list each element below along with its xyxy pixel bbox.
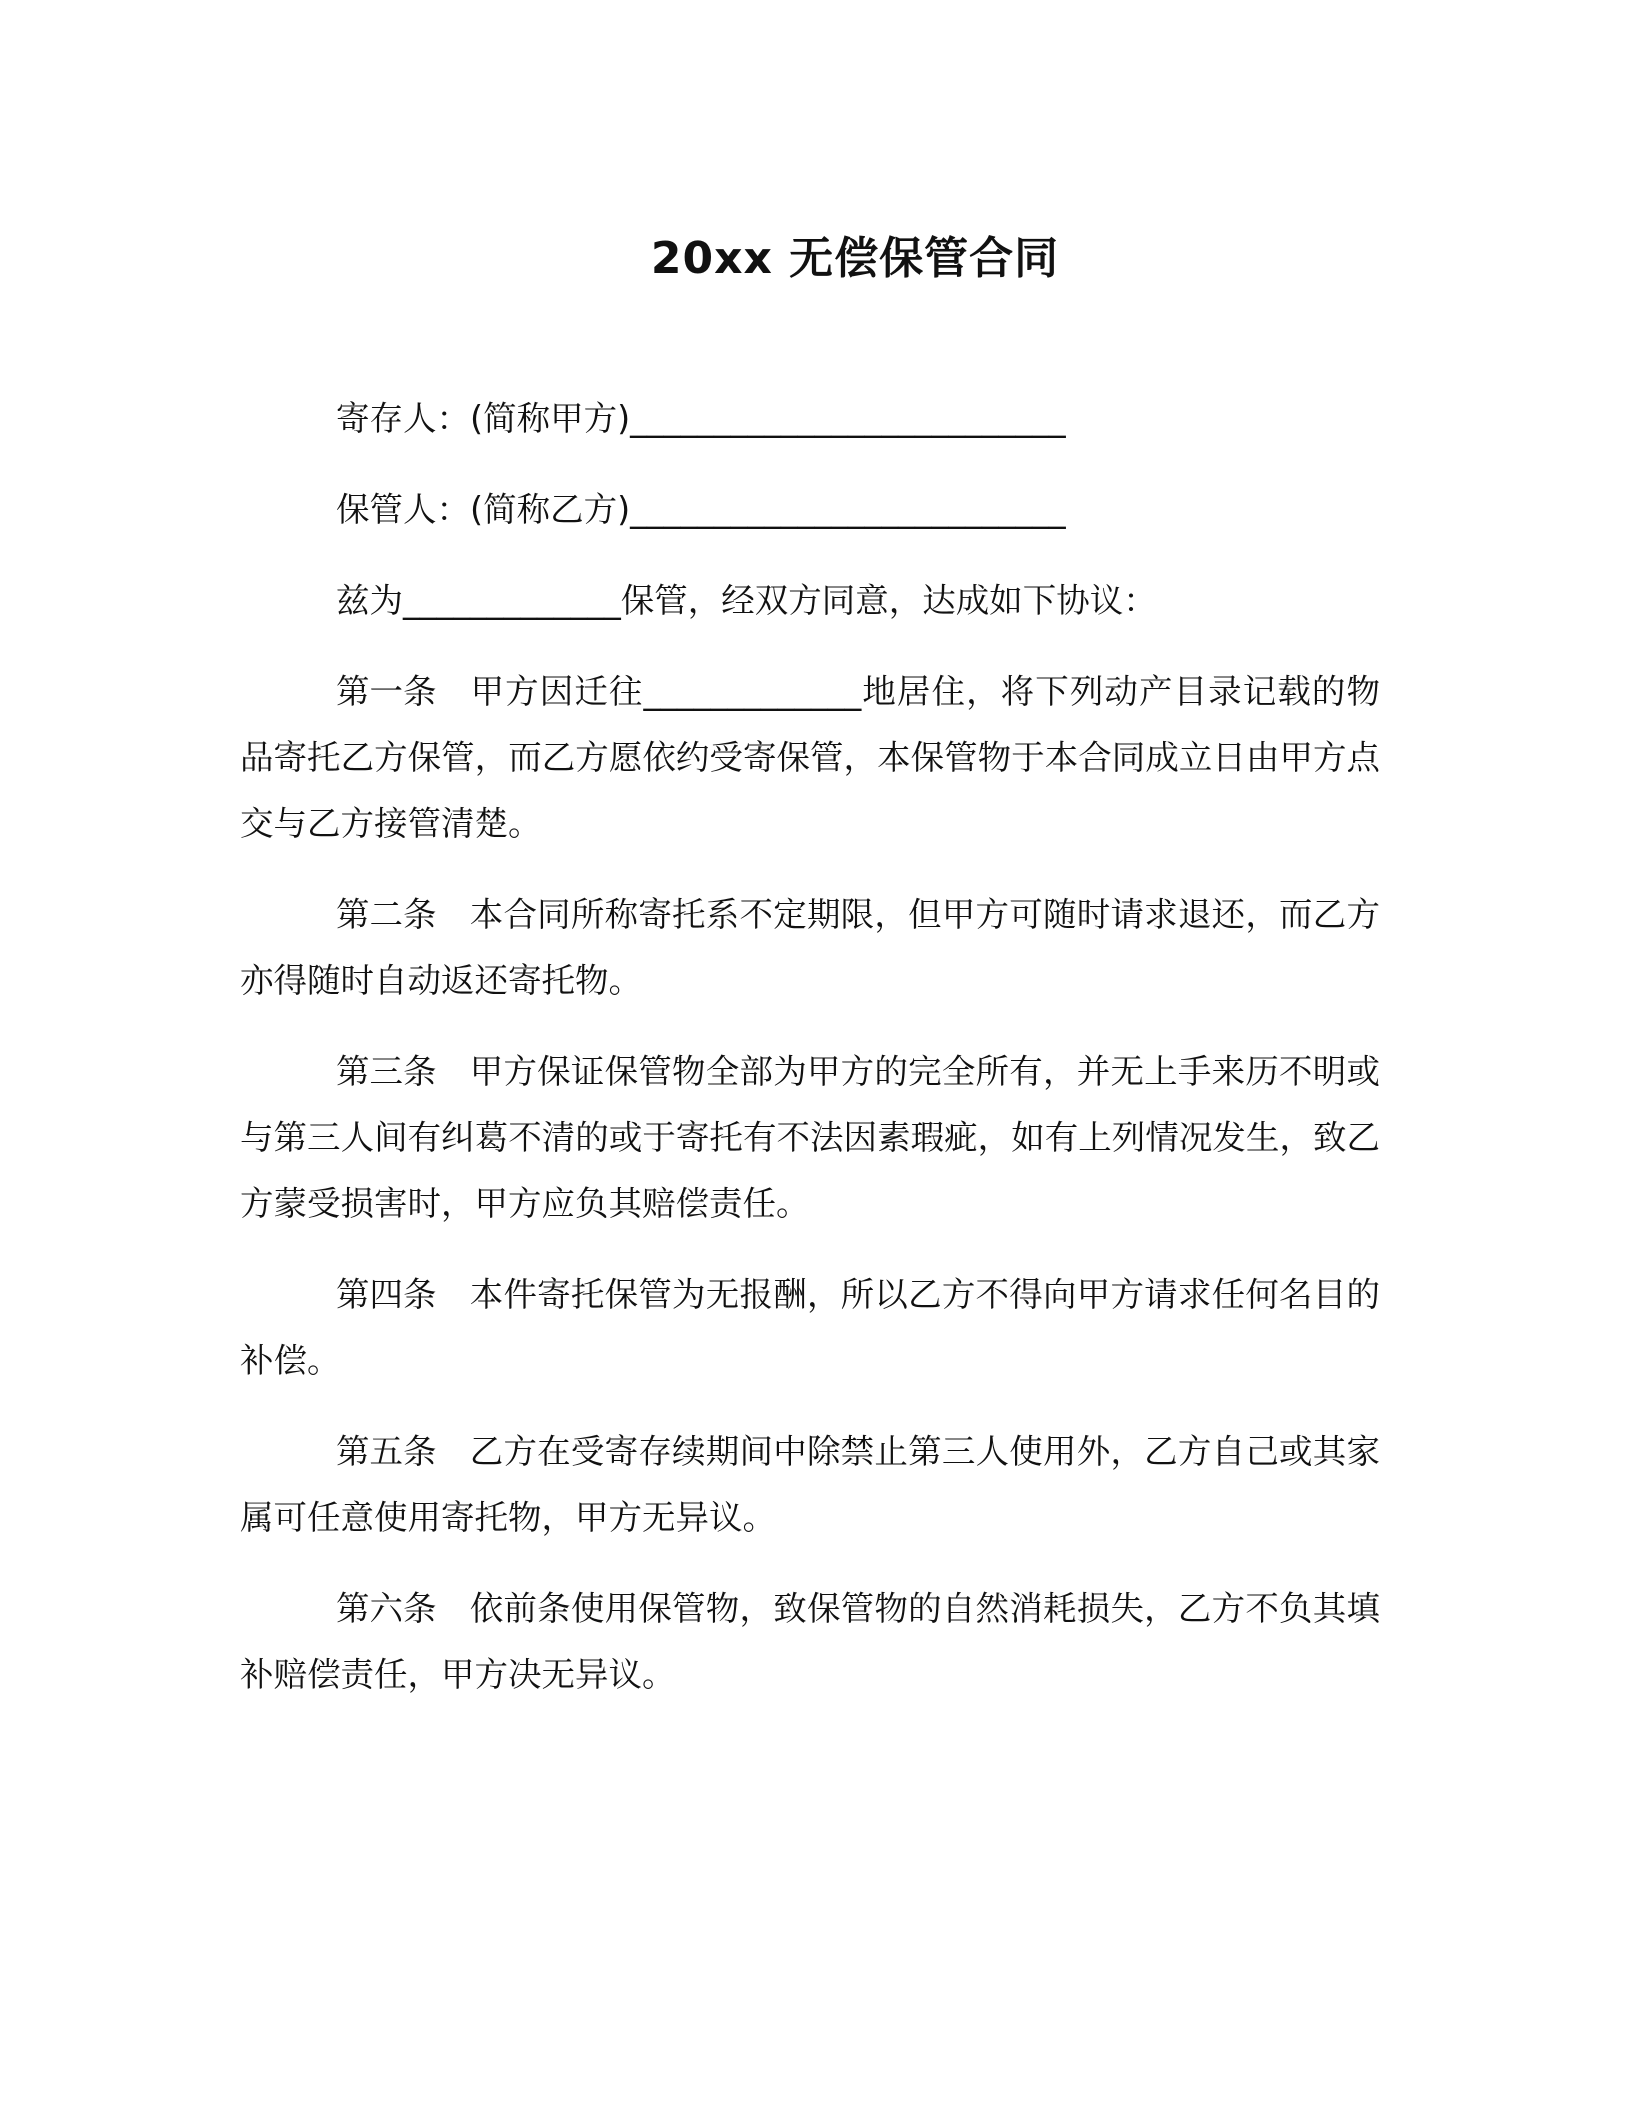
article-number: 第三条 xyxy=(336,1052,437,1091)
article-number: 第一条 xyxy=(336,672,437,711)
article-number: 第二条 xyxy=(336,895,437,934)
article-1 xyxy=(240,659,1380,857)
article-number: 第四条 xyxy=(336,1275,437,1314)
article-text: 本件寄托保管为无报酬，所以乙方不得向甲方请求任何名目的补偿。 xyxy=(240,1275,1380,1380)
party-a-line: 寄存人：(简称甲方)__________________________ xyxy=(336,399,1066,438)
article-3 xyxy=(240,1039,1380,1237)
party-b-line: 保管人：(简称乙方)__________________________ xyxy=(336,490,1066,529)
intro-line: 兹为_____________保管，经双方同意，达成如下协议： xyxy=(336,581,1157,620)
article-text: 依前条使用保管物，致保管物的自然消耗损失，乙方不负其填补赔偿责任，甲方决无异议。 xyxy=(240,1589,1380,1694)
article-text: 本合同所称寄托系不定期限，但甲方可随时请求退还，而乙方亦得随时自动返还寄托物。 xyxy=(240,895,1380,1000)
article-number: 第五条 xyxy=(336,1432,437,1471)
article-4 xyxy=(240,1262,1380,1394)
article-text: 甲方因迁往_____________地居住，将下列动产目录记载的物品寄托乙方保管，而乙方愿依约受寄保管，本保管物于本合同成立日由甲方点交与乙方接管清楚。 xyxy=(240,672,1380,843)
article-6 xyxy=(240,1576,1380,1708)
document-title: 20xx 无偿保管合同 xyxy=(650,233,1060,284)
article-number: 第六条 xyxy=(336,1589,437,1628)
article-5 xyxy=(240,1419,1380,1551)
article-text: 甲方保证保管物全部为甲方的完全所有，并无上手来历不明或与第三人间有纠葛不清的或于寄托有不法因素瑕疵，如有上列情况发生，致乙方蒙受损害时，甲方应负其赔偿责任。 xyxy=(240,1052,1380,1223)
document-body xyxy=(240,386,1380,1733)
article-2 xyxy=(240,882,1380,1014)
article-text: 乙方在受寄存续期间中除禁止第三人使用外，乙方自己或其家属可任意使用寄托物，甲方无异议。 xyxy=(240,1432,1380,1537)
